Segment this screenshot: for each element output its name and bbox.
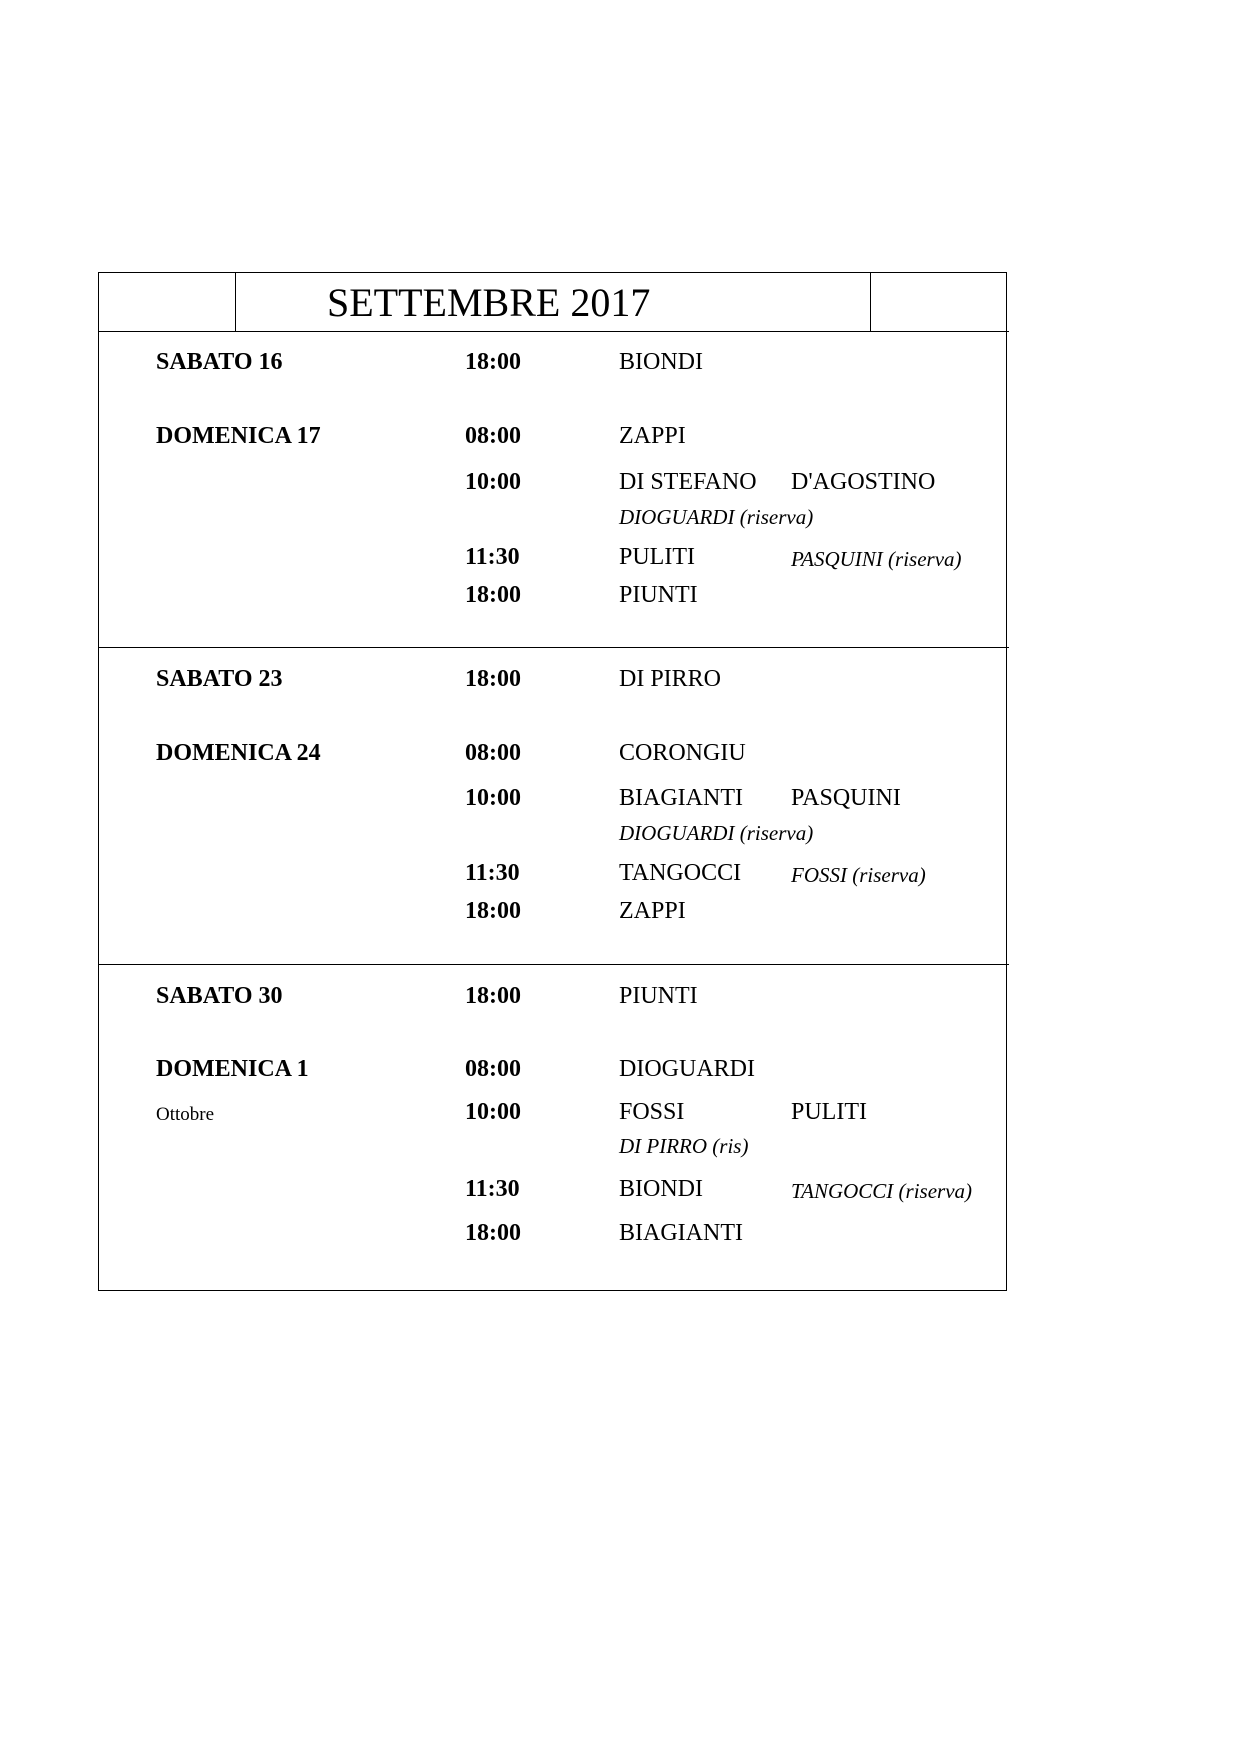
mass-time: 11:30 bbox=[465, 860, 520, 886]
reserve-name: DIOGUARDI (riserva) bbox=[619, 821, 814, 845]
assignee-name: BIONDI bbox=[619, 349, 703, 375]
assignee-name: BIAGIANTI bbox=[619, 785, 743, 811]
header-cell-divider-left bbox=[235, 272, 236, 331]
reserve-name: DIOGUARDI (riserva) bbox=[619, 505, 814, 529]
reserve-name: FOSSI (riserva) bbox=[791, 863, 926, 887]
assignee-name: BIAGIANTI bbox=[619, 1220, 743, 1246]
month-title: SETTEMBRE 2017 bbox=[327, 280, 651, 325]
header-divider bbox=[98, 331, 1009, 332]
mass-time: 10:00 bbox=[465, 1099, 521, 1125]
assignee-name: ZAPPI bbox=[619, 423, 686, 449]
assignee-name: DI PIRRO bbox=[619, 666, 722, 692]
header-cell-divider-right bbox=[870, 272, 871, 331]
mass-time: 08:00 bbox=[465, 740, 521, 766]
day-label: DOMENICA 24 bbox=[156, 740, 321, 766]
mass-time: 18:00 bbox=[465, 983, 521, 1009]
assignee-name: ZAPPI bbox=[619, 898, 686, 924]
mass-time: 11:30 bbox=[465, 544, 520, 570]
reserve-name: PASQUINI (riserva) bbox=[791, 547, 962, 571]
mass-time: 18:00 bbox=[465, 349, 521, 375]
mass-time: 11:30 bbox=[465, 1176, 520, 1202]
assignee-name: DIOGUARDI bbox=[619, 1056, 755, 1082]
day-label: SABATO 23 bbox=[156, 666, 283, 692]
assignee-name-second: PASQUINI bbox=[791, 785, 901, 811]
assignee-name-second: PULITI bbox=[791, 1099, 867, 1125]
reserve-name: DI PIRRO (ris) bbox=[619, 1134, 749, 1158]
mass-time: 08:00 bbox=[465, 1056, 521, 1082]
assignee-name: TANGOCCI bbox=[619, 860, 742, 886]
assignee-name-second: D'AGOSTINO bbox=[791, 469, 936, 495]
week-divider-2 bbox=[98, 964, 1009, 965]
assignee-name: PULITI bbox=[619, 544, 695, 570]
mass-time: 18:00 bbox=[465, 1220, 521, 1246]
mass-time: 18:00 bbox=[465, 582, 521, 608]
assignee-name: BIONDI bbox=[619, 1176, 703, 1202]
assignee-name: PIUNTI bbox=[619, 983, 698, 1009]
day-label: DOMENICA 17 bbox=[156, 423, 321, 449]
mass-time: 08:00 bbox=[465, 423, 521, 449]
mass-time: 10:00 bbox=[465, 785, 521, 811]
day-sublabel: Ottobre bbox=[156, 1104, 215, 1125]
mass-time: 18:00 bbox=[465, 898, 521, 924]
assignee-name: CORONGIU bbox=[619, 740, 746, 766]
mass-time: 10:00 bbox=[465, 469, 521, 495]
week-divider-1 bbox=[98, 647, 1009, 648]
assignee-name: PIUNTI bbox=[619, 582, 698, 608]
day-label: SABATO 16 bbox=[156, 349, 283, 375]
day-label: DOMENICA 1 bbox=[156, 1056, 309, 1082]
assignee-name: DI STEFANO bbox=[619, 469, 757, 495]
mass-time: 18:00 bbox=[465, 666, 521, 692]
day-label: SABATO 30 bbox=[156, 983, 283, 1009]
reserve-name: TANGOCCI (riserva) bbox=[791, 1179, 973, 1203]
assignee-name: FOSSI bbox=[619, 1099, 685, 1125]
